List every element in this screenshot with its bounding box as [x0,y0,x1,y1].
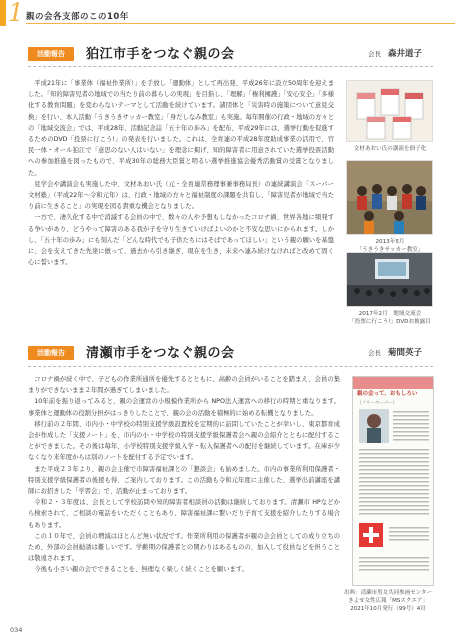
leaflet-illustration [353,377,434,586]
chapter-title: 親の会各支部のこの10年 [26,12,129,22]
section1-body [28,78,334,268]
booklet-caption: 文材あおい氏の講演を冊子化 [353,146,427,152]
section2-person: 菊間英子 [388,348,423,358]
section2-divider [28,366,433,367]
header-accent-bar [0,0,6,26]
section2-badge: 活動報告 [28,346,74,360]
section2-paragraph: また平成２３年より、親の会主催で市障害福祉課との「懇談会」も始めました。市内の事業所利用保護者・特別支援学級保護者の後援も得、ご案内しております。この活動も令和元年度に主催した、選挙出前講座を講師にお招きした「学習会」で、活動が止まっております。 [28,465,340,496]
booklet-photo [346,80,433,142]
page-header [0,0,455,26]
section1-person: 森井道子 [388,49,423,59]
soccer-caption: 2013年5月 「うきうきサッカー教室」 [356,239,424,253]
section1-title: 狛江市手をつなぐ親の会 [86,47,235,62]
soccer-photo [346,160,433,235]
section2-paragraph: 令和２・３年度は、会長として学校訪問や知的障害者相談員の活動は継続しております。清瀬市 HPなどから検索されて、ご相談の電話をいただくこともあり、障害福祉課に繋いだり子育て支援を紹介したりする場合もあります。 [28,499,340,529]
header-rule [26,23,455,24]
soccer-class-illustration [347,161,433,235]
section1-paragraph: 見学会や講演会も実施した中、文材あおい氏（元・全育連常務理事兼事務局長）の連続講演会「スーパー文材塾」（平成22年〜令和元年）は、行政・地域の方々と福祉制度の課題を共有し、「障害児者が地域で当たり前に生きること」の実現を図る貴重な機会となりました。 [28,180,334,211]
section2-paragraph: 10年前を振り返ってみると、親の会運営の小規模作業所から NPO法人運営への移行の時期と重なります。事業体と運動体の役割分担がはっきりしたことで、親の会の活動を積極的に始める転機となりました。 [28,398,340,417]
section2-role: 会長 [368,349,381,357]
section1-heading [28,44,433,66]
leaflet-source: 出典：清瀬市男女共同参画センター きよせ女性広報「MSスクエア」 2021年10月発行（99号）4頁 [344,590,432,612]
booklet-illustration [347,81,433,142]
section2-title: 清瀬市手をつなぐ親の会 [86,346,235,361]
page-number: 034 [10,626,23,634]
section1-paragraph: 平成21年に「事業体（福祉作業所）」を手放し「運動体」として再出発、平成26年に設立50周年を迎えました。「知的障害児者の地域での当たり前の暮らしの実現」を目指し、「理解」「権利擁護」「安心安全」「多様化する教育問題」を変わらないテーマとして活動を続けています。諸団体と「災害時の施策について意見交換」を行い、本人活動「うきうきサッカー教室」「身だしなみ教室」も実施。毎年開催の行政・地域の方々との「地域交流会」では、平成28年、活動記念誌「五十年の歩み」を配布、平成29年には、選挙行動を促進するためのDVD「投票に行こう!」の発表を行いました。これは、全育連の平成28年度助成事業の活用で、官民一体・オール狛江で「意思のない人はいない」を理念に掲げ、知的障害者に用意されていた選挙投票活動への参加推進を図ったもので、平成30年の総務大臣賞と明るい選挙推進協会優秀活動賞の受賞となりました。 [28,80,334,177]
leaflet-subtitle: （フリーペーパー） [357,401,398,406]
leaflet-image [352,376,434,586]
leaflet-title: 親の会って、おもしろい [357,391,418,397]
section1-role: 会長 [368,50,381,58]
exchange-photo [346,252,433,307]
section2-paragraph: コロナ禍が続く中で、子どもの作業所通所を優先するとともに、高齢の会員がいることを踏まえ、会員の集まりができないまま２年間が過ぎてしまいました。 [28,376,340,395]
section2-paragraph: 移行前の２年間、市内小・中学校の特別支援学級設置校を定期的に訪問していたことが幸いし、東京都育成会が作成した「支援ノート」を、市内の小・中学校の特別支援学級保護者会へ親の会紹介とともに配付することができました。その後は毎年、小学校特別支援学級入学・転入保護者への配付を継続しています。在庫が少なくなり来年度からは別のノートを配付する予定でいます。 [28,420,340,462]
section1-paragraph: 一方で、凄久化する中で消滅する会員の中で、数々の人や予想もしなかったコロナ禍、世界各地に頻発する争いがあり、どうやって障害のある我が子を守り生きていけばよいのかと不安な思いにかられます。しかし、「五十年の歩み」にも刻んだ「どんな時代でも子供たちにはそばであってほしい」という親の願いを基盤に、会を支えてきた先達に倣って、過去から引き継ぎ、現在を生き、未来へ連み続けなければと改めて固く心に誓います。 [28,214,334,267]
chapter-number: 1 [8,0,24,27]
section2-paragraph: この１０年で、会員の増減はほとんど無い状況です。作業所利用の保護者が親の会会員としての成り立ちのため、外部の会員勧誘は難しいです。学齢期の保護者との関わりはあるものの、加入して役員などを担うことは敬遠されます。 [28,532,340,563]
section2-body [28,374,340,576]
section1-badge: 活動報告 [28,47,74,61]
exchange-caption: 2017年2月 地域交流会 「投票に行こう!」DVDお披露目 [349,311,431,325]
section2-paragraph: 今後も小さい親の会でできることを、無理なく楽しく続くことを願います。 [34,566,248,574]
section2-heading [28,343,433,365]
exchange-meeting-illustration [347,253,433,307]
section1-divider [28,66,433,67]
